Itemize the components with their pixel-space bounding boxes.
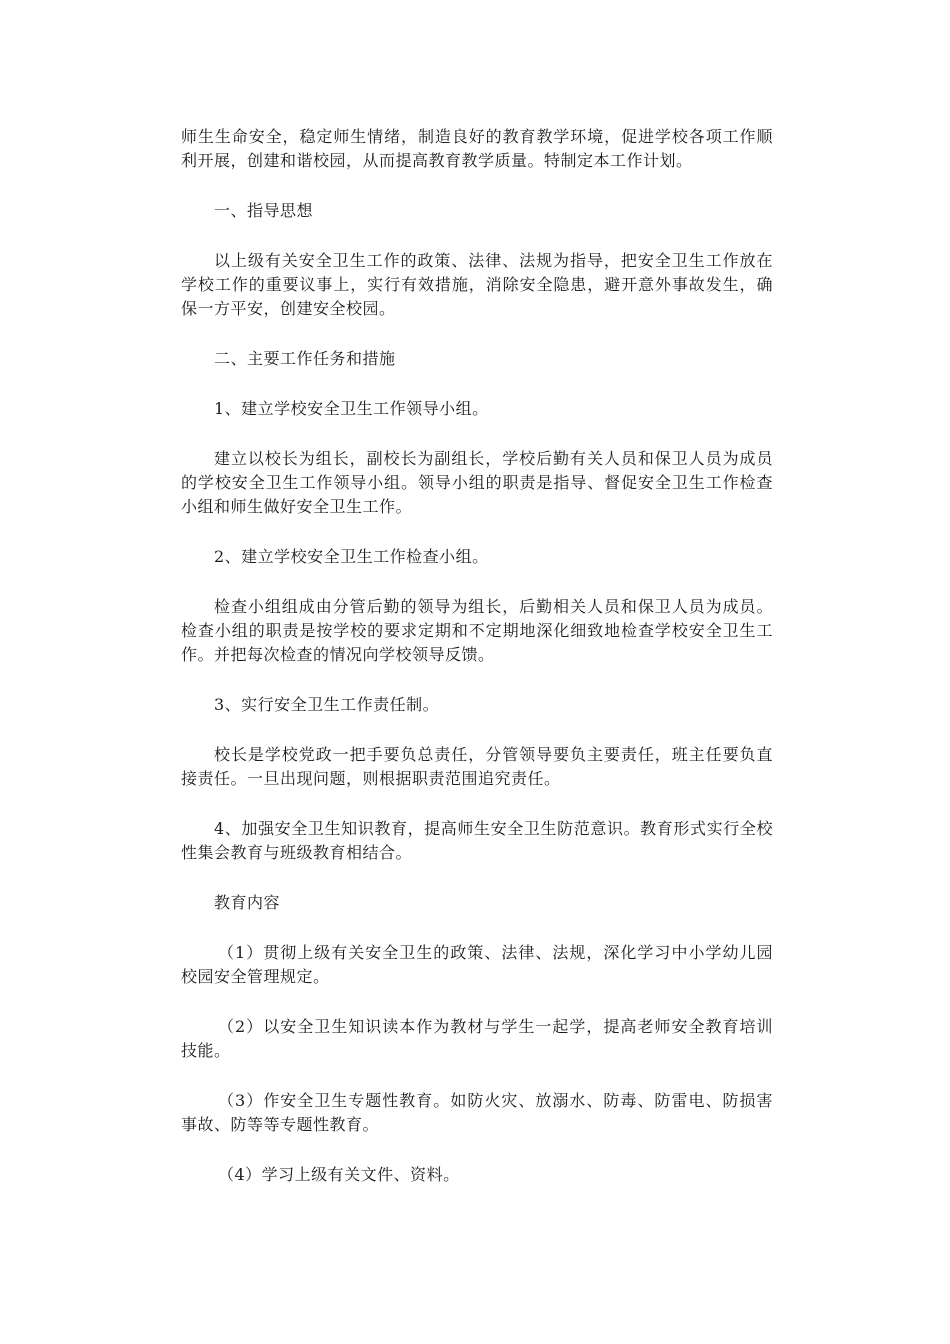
education-item-3: （3）作安全卫生专题性教育。如防火灾、放溺水、防毒、防雷电、防损害事故、防等等专题性教育。 bbox=[181, 1091, 773, 1134]
education-content-heading: 教育内容 bbox=[214, 893, 281, 912]
task-2-heading: 2、建立学校安全卫生工作检查小组。 bbox=[214, 547, 489, 566]
guiding-ideology-paragraph: 以上级有关安全卫生工作的政策、法律、法规为指导，把安全卫生工作放在学校工作的重要议事上，实行有效措施，消除安全隐患，避开意外事故发生，确保一方平安，创建安全校园。 bbox=[181, 251, 773, 318]
intro-paragraph: 师生生命安全，稳定师生情绪，制造良好的教育教学环境，促进学校各项工作顺利开展，创建和谐校园，从而提高教育教学质量。特制定本工作计划。 bbox=[181, 127, 773, 170]
section-heading-guiding-ideology: 一、指导思想 bbox=[214, 201, 314, 220]
document-body bbox=[181, 125, 773, 1213]
task-3-heading: 3、实行安全卫生工作责任制。 bbox=[214, 695, 440, 714]
education-item-1: （1）贯彻上级有关安全卫生的政策、法律、法规，深化学习中小学幼儿园校园安全管理规定。 bbox=[181, 943, 773, 986]
task-1-paragraph: 建立以校长为组长，副校长为副组长，学校后勤有关人员和保卫人员为成员的学校安全卫生工作领导小组。领导小组的职责是指导、督促安全卫生工作检查小组和师生做好安全卫生工作。 bbox=[181, 449, 773, 516]
task-4-paragraph: 4、加强安全卫生知识教育，提高师生安全卫生防范意识。教育形式实行全校性集会教育与班级教育相结合。 bbox=[181, 819, 773, 862]
task-3-paragraph: 校长是学校党政一把手要负总责任，分管领导要负主要责任，班主任要负直接责任。一旦出现问题，则根据职责范围追究责任。 bbox=[181, 745, 773, 788]
task-1-heading: 1、建立学校安全卫生工作领导小组。 bbox=[214, 399, 489, 418]
task-2-paragraph: 检查小组组成由分管后勤的领导为组长，后勤相关人员和保卫人员为成员。检查小组的职责是按学校的要求定期和不定期地深化细致地检查学校安全卫生工作。并把每次检查的情况向学校领导反馈。 bbox=[181, 597, 773, 664]
education-item-2: （2）以安全卫生知识读本作为教材与学生一起学，提高老师安全教育培训技能。 bbox=[181, 1017, 773, 1060]
education-item-4: （4）学习上级有关文件、资料。 bbox=[218, 1165, 460, 1184]
section-heading-main-tasks: 二、主要工作任务和措施 bbox=[214, 349, 396, 368]
